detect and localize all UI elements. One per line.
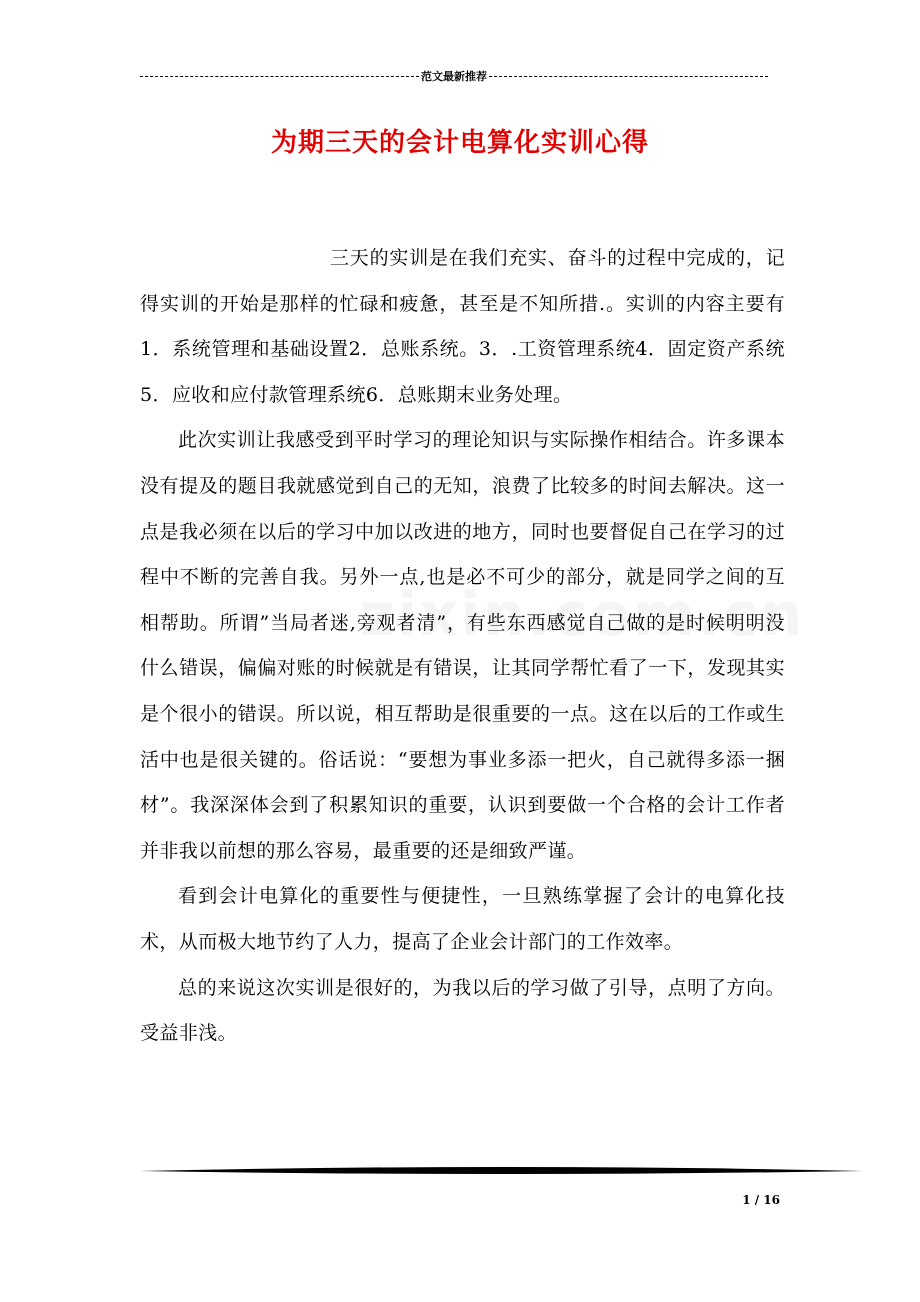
header-dash-left <box>140 76 419 77</box>
paragraph-2: 此次实训让我感受到平时学习的理论知识与实际操作相结合。许多课本没有提及的题目我就感觉到自己的无知，浪费了比较多的时间去解决。这一点是我必须在以后的学习中加以改进的地方，同时也要督促自己在学习的过程中不断的完善自我。另外一点,也是必不可少的部分，就是同学之间的互相帮助。所谓”当局者迷,旁观者清”，有些东西感觉自己做的是时候明明没什么错误，偏偏对账的时候就是有错误，让其同学帮忙看了一下，发现其实是个很小的错误。所以说，相互帮助是很重要的一点。这在以后的工作或生活中也是很关键的。俗话说：“要想为事业多添一把火，自己就得多添一捆材”。我深深体会到了积累知识的重要，认识到要做一个合格的会计工作者并非我以前想的那么容易，最重要的还是细致严谨。 <box>140 429 785 862</box>
header-dash-right <box>489 76 768 77</box>
document-body <box>140 236 785 1057</box>
page-header <box>140 68 768 84</box>
paragraph-1: 三天的实训是在我们充实、奋斗的过程中完成的，记得实训的开始是那样的忙碌和疲惫，甚至是不知所措.。实训的内容主要有1．系统管理和基础设置2．总账系统。3．.工资管理系统4．固定资产系统5．应收和应付款管理系统6．总账期末业务处理。 <box>140 247 785 406</box>
paragraph-3: 看到会计电算化的重要性与便捷性，一旦熟练掌握了会计的电算化技术，从而极大地节约了人力，提高了企业会计部门的工作效率。 <box>140 885 785 953</box>
header-label: 范文最新推荐 <box>421 70 487 83</box>
footer-divider <box>140 1164 863 1178</box>
document-title: 为期三天的会计电算化实训心得 <box>270 128 649 158</box>
paragraph-4: 总的来说这次实训是很好的，为我以后的学习做了引导，点明了方向。受益非浅。 <box>140 976 785 1045</box>
page-number: 1 / 16 <box>742 1193 780 1207</box>
